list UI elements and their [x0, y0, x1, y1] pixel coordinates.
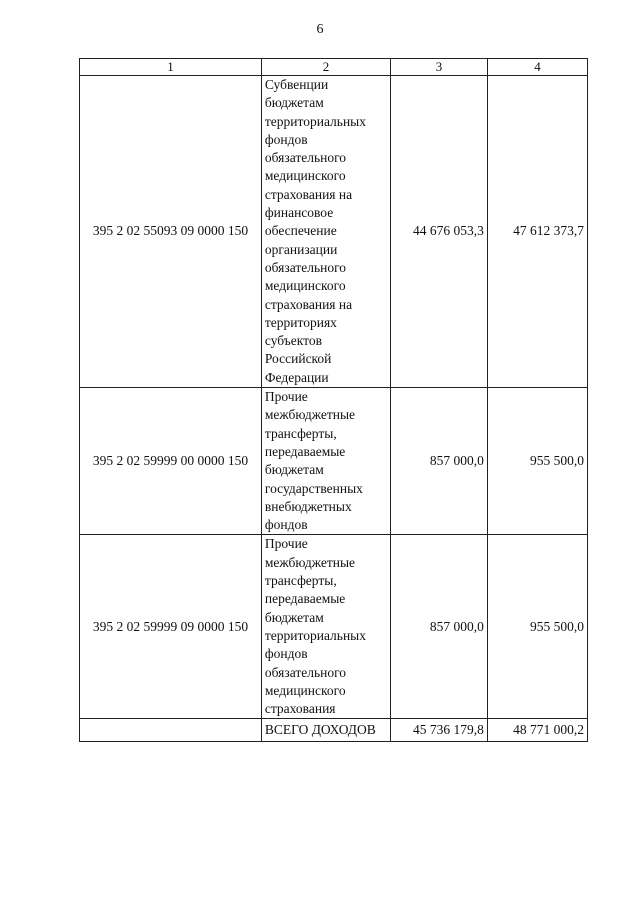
description-line: Федерации [264, 369, 329, 385]
description-line: трансферты, [264, 425, 337, 441]
description-line: Прочие [264, 536, 308, 552]
table-row [80, 535, 588, 719]
amount-col4-cell: 955 500,0 [487, 535, 587, 719]
description-line: обязательного [264, 259, 347, 275]
description-line: медицинского [264, 168, 346, 184]
description-line: бюджетам [264, 609, 324, 625]
description-line: обязательного [264, 150, 347, 166]
amount-col3-cell: 44 676 053,3 [391, 76, 488, 388]
description-line: субъектов [264, 333, 322, 349]
amount-col3-cell: 857 000,0 [391, 388, 488, 535]
description-line: территориях [264, 314, 337, 330]
description-line: территориальных [264, 627, 366, 643]
total-code-cell [80, 719, 262, 742]
description-line: страхования на [264, 296, 353, 312]
description-line: внебюджетных [264, 498, 352, 514]
description-line: страхования [264, 701, 336, 717]
budget-code-cell: 395 2 02 59999 00 0000 150 [80, 388, 262, 535]
description-line: страхования на [264, 186, 353, 202]
description-line: организации [264, 241, 338, 257]
description-line: бюджетам [264, 95, 324, 111]
description-line: фондов [264, 646, 308, 662]
total-col4-cell: 48 771 000,2 [487, 719, 587, 742]
table-header-row [80, 59, 588, 76]
description-line: Субвенции [264, 77, 329, 92]
total-row [80, 719, 588, 742]
description-line: обеспечение [264, 223, 337, 239]
description-cell [261, 76, 390, 388]
column-header-3: 3 [391, 59, 488, 76]
column-header-2: 2 [261, 59, 390, 76]
description-line: Российской [264, 351, 332, 367]
budget-revenue-table [79, 58, 588, 742]
table-row [80, 388, 588, 535]
budget-code-cell: 395 2 02 55093 09 0000 150 [80, 76, 262, 388]
description-line: межбюджетные [264, 407, 356, 423]
description-cell [261, 535, 390, 719]
total-label: ВСЕГО ДОХОДОВ [261, 719, 390, 742]
budget-code-cell: 395 2 02 59999 09 0000 150 [80, 535, 262, 719]
description-line: медицинского [264, 278, 346, 294]
amount-col4-cell: 47 612 373,7 [487, 76, 587, 388]
description-line: Прочие [264, 389, 308, 405]
description-line: бюджетам [264, 462, 324, 478]
total-col3-cell: 45 736 179,8 [391, 719, 488, 742]
description-line: медицинского [264, 682, 346, 698]
description-line: фондов [264, 131, 308, 147]
column-header-4: 4 [487, 59, 587, 76]
description-line: обязательного [264, 664, 347, 680]
amount-col4-cell: 955 500,0 [487, 388, 587, 535]
description-line: передаваемые [264, 443, 346, 459]
description-line: фондов [264, 517, 308, 533]
description-cell [261, 388, 390, 535]
page-number: 6 [316, 22, 324, 37]
description-line: межбюджетные [264, 554, 356, 570]
description-line: территориальных [264, 113, 366, 129]
column-header-1: 1 [80, 59, 262, 76]
description-line: финансовое [264, 205, 334, 221]
table-row [80, 76, 588, 388]
amount-col3-cell: 857 000,0 [391, 535, 488, 719]
description-line: передаваемые [264, 591, 346, 607]
description-line: государственных [264, 480, 363, 496]
description-line: трансферты, [264, 573, 337, 589]
